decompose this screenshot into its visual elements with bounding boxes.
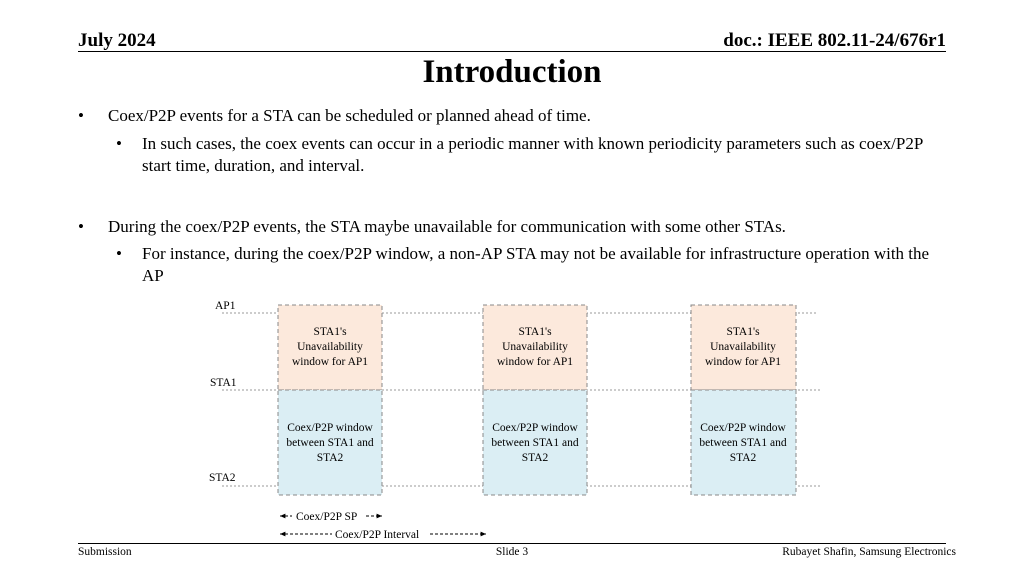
row-label-sta2: STA2 bbox=[209, 472, 236, 484]
bullet-2-text: During the coex/P2P events, the STA maybe unavailable for communication with some other STAs. bbox=[108, 217, 786, 236]
bullet-2-sub-text: For instance, during the coex/P2P window, a non-AP STA may not be available for infrastructure operation with the AP bbox=[142, 244, 930, 285]
window-group-2 bbox=[483, 305, 587, 495]
window-group-1 bbox=[278, 305, 382, 495]
footer-author: Rubayet Shafin, Samsung Electronics bbox=[782, 546, 956, 558]
unavail-label-line2: Unavailability bbox=[710, 341, 776, 353]
coex-label-line2: between STA1 and bbox=[286, 437, 374, 449]
row-label-ap1: AP1 bbox=[215, 300, 236, 312]
unavail-label-line1: STA1's bbox=[313, 326, 347, 338]
coex-label-line2: between STA1 and bbox=[491, 437, 579, 449]
unavail-label-line2: Unavailability bbox=[502, 341, 568, 353]
sp-label: Coex/P2P SP bbox=[296, 511, 358, 523]
coex-label-line3: STA2 bbox=[521, 452, 549, 464]
bullet-1-sub-text: In such cases, the coex events can occur in a periodic manner with known periodicity parameters such as coex/P2P start time, duration, and interval. bbox=[142, 134, 923, 175]
unavail-label-line3: window for AP1 bbox=[496, 356, 574, 368]
coex-label-line3: STA2 bbox=[316, 452, 344, 464]
bullet-dot-icon: • bbox=[116, 244, 122, 263]
window-group-3 bbox=[691, 305, 796, 495]
bullet-dot-icon: • bbox=[78, 106, 84, 125]
coex-label-line1: Coex/P2P window bbox=[492, 422, 578, 434]
bullet-dot-icon: • bbox=[116, 134, 122, 153]
coex-label-line2: between STA1 and bbox=[699, 437, 787, 449]
row-label-sta1: STA1 bbox=[210, 377, 237, 389]
footer-divider bbox=[78, 543, 946, 544]
footer-submission: Submission bbox=[78, 546, 132, 558]
bullet-1-text: Coex/P2P events for a STA can be scheduled or planned ahead of time. bbox=[108, 106, 591, 125]
coex-label-line1: Coex/P2P window bbox=[700, 422, 786, 434]
unavail-label-line3: window for AP1 bbox=[704, 356, 782, 368]
header-date: July 2024 bbox=[78, 30, 156, 51]
unavail-label-line1: STA1's bbox=[518, 326, 552, 338]
unavail-label-line3: window for AP1 bbox=[291, 356, 369, 368]
unavail-label-line2: Unavailability bbox=[297, 341, 363, 353]
unavail-label-line1: STA1's bbox=[726, 326, 760, 338]
coex-label-line3: STA2 bbox=[729, 452, 757, 464]
interval-label: Coex/P2P Interval bbox=[335, 529, 420, 541]
coex-label-line1: Coex/P2P window bbox=[287, 422, 373, 434]
header-doc-id: doc.: IEEE 802.11-24/676r1 bbox=[723, 30, 946, 51]
bullet-dot-icon: • bbox=[78, 217, 84, 236]
footer-slide-number: Slide 3 bbox=[495, 546, 529, 558]
slide-title: Introduction bbox=[422, 54, 602, 90]
